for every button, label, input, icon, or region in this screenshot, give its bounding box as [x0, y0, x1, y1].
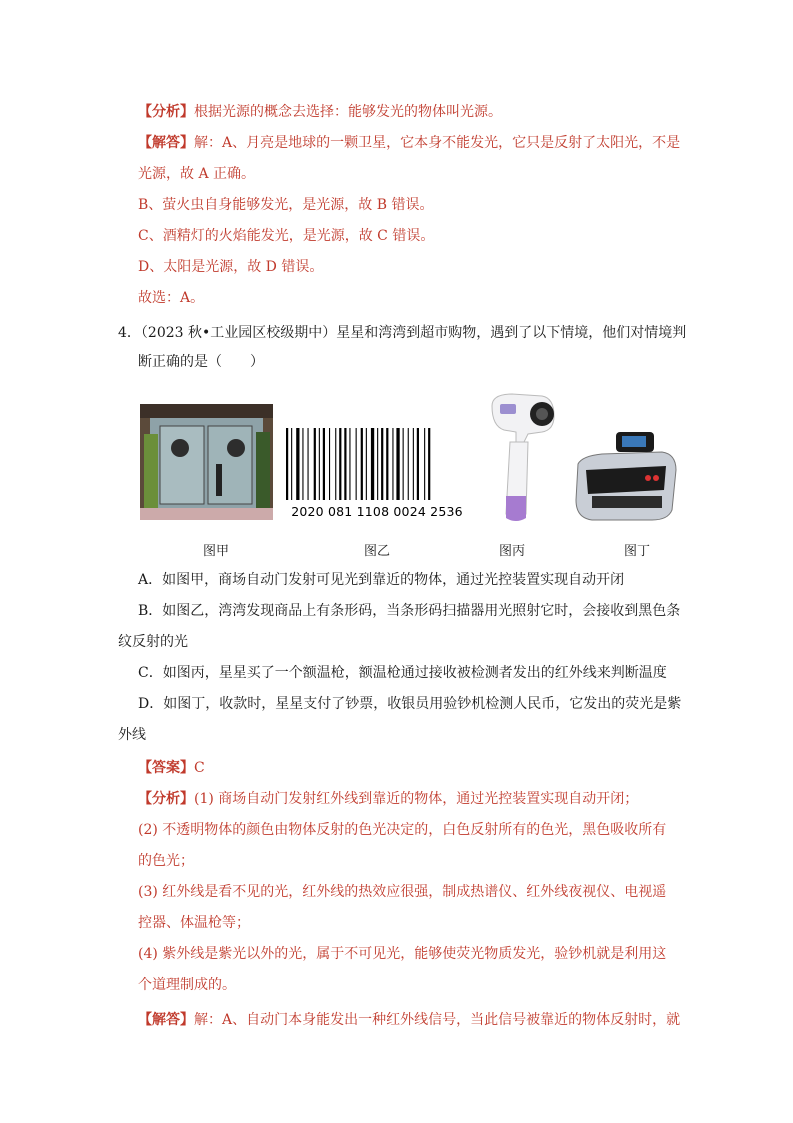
barcode-bar — [408, 428, 409, 500]
barcode-bar — [403, 428, 404, 500]
answer-1-line-2: 光源，故 A 正确。 — [138, 166, 256, 182]
caption-yi: 图乙 — [363, 544, 390, 559]
option-b-line-1: B．如图乙，湾湾发现商品上有条形码，当条形码扫描器用光照射它时，会接收到黑色条 — [138, 603, 681, 619]
caption-jia: 图甲 — [202, 544, 229, 559]
barcode-bar — [361, 428, 363, 500]
barcode-bar — [329, 428, 330, 500]
barcode-bar — [335, 428, 336, 500]
option-b-line-2: 纹反射的光 — [118, 634, 188, 650]
analysis-4-line-6: (4) 紫外线是紫光以外的光，属于不可见光，能够使荧光物质发光，验钞机就是利用这 — [138, 946, 667, 962]
answer-1-line-1: 【解答】解：A、月亮是地球的一颗卫星，它本身不能发光，它只是反射了太阳光，不是 — [138, 135, 681, 151]
barcode-bar — [428, 428, 430, 500]
answer-4: 【答案】C — [138, 760, 205, 776]
barcode-bar — [286, 428, 288, 500]
barcode-bar — [319, 428, 320, 500]
answer-1-line-3: B、萤火虫自身能够发光，是光源，故 B 错误。 — [138, 197, 434, 213]
barcode-bar — [381, 428, 383, 500]
barcode-number: 2020 081 1108 0024 2536 — [291, 504, 463, 519]
analysis-1: 【分析】根据光源的概念去选择：能够发光的物体叫光源。 — [138, 104, 502, 120]
barcode-bar — [417, 428, 419, 500]
option-d-line-1: D．如图丁，收款时，星星支付了钞票，收银员用验钞机检测人民币，它发出的荧光是紫 — [138, 696, 682, 712]
barcode-bar — [349, 428, 350, 500]
barcode-image — [284, 428, 470, 522]
barcode-bars — [284, 428, 470, 500]
analysis-4-line-1: 【分析】(1) 商场自动门发射红外线到靠近的物体，通过光控装置实现自动开闭； — [138, 791, 639, 807]
caption-bing: 图丙 — [498, 544, 525, 559]
money-detector-image — [572, 430, 680, 526]
barcode-bar — [413, 428, 414, 500]
analysis-4-line-3: 的色光； — [138, 853, 194, 869]
answer-1-line-5: D、太阳是光源，故 D 错误。 — [138, 259, 324, 275]
question-4-line-2: 断正确的是（ ） — [138, 354, 264, 370]
caption-ding: 图丁 — [623, 544, 650, 559]
option-d-line-2: 外线 — [118, 727, 146, 743]
barcode-bar — [392, 428, 393, 500]
option-a: A．如图甲，商场自动门发射可见光到靠近的物体，通过光控装置实现自动开闭 — [138, 572, 625, 588]
analysis-4-line-7: 个道理制成的。 — [138, 977, 236, 993]
barcode-bar — [356, 428, 357, 500]
analysis-4-line-2: (2) 不透明物体的颜色由物体反射的色光决定的，白色反射所有的色光，黑色吸收所有 — [138, 822, 667, 838]
analysis-4-line-5: 控器、体温枪等； — [138, 915, 250, 931]
solution-4-line-1: 【解答】解：A、自动门本身能发出一种红外线信号，当此信号被靠近的物体反射时，就 — [138, 1012, 681, 1028]
barcode-bar — [344, 428, 346, 500]
barcode-bar — [302, 428, 303, 500]
barcode-bar — [291, 428, 292, 500]
question-4-line-1: 4．（2023 秋•工业园区校级期中）星星和湾湾到超市购物，遇到了以下情境，他们对情境判 — [118, 325, 687, 341]
barcode-bar — [377, 428, 378, 500]
automatic-door-image — [140, 404, 273, 520]
barcode-bar — [371, 428, 374, 500]
barcode-bar — [396, 428, 399, 500]
barcode-bar — [296, 428, 299, 500]
barcode-bar — [323, 428, 325, 500]
barcode-bar — [366, 428, 367, 500]
analysis-4-line-4: (3) 红外线是看不见的光，红外线的热效应很强，制成热谱仪、红外线夜视仪、电视遥 — [138, 884, 667, 900]
answer-1-line-6: 故选：A。 — [138, 290, 205, 306]
answer-1-line-4: C、酒精灯的火焰能发光，是光源，故 C 错误。 — [138, 228, 435, 244]
barcode-bar — [386, 428, 388, 500]
barcode-bar — [424, 428, 425, 500]
barcode-bar — [314, 428, 316, 500]
barcode-bar — [339, 428, 341, 500]
option-c: C．如图丙，星星买了一个额温枪，额温枪通过接收被检测者发出的红外线来判断温度 — [138, 665, 667, 681]
forehead-thermometer-image — [482, 386, 562, 526]
barcode-bar — [308, 428, 309, 500]
